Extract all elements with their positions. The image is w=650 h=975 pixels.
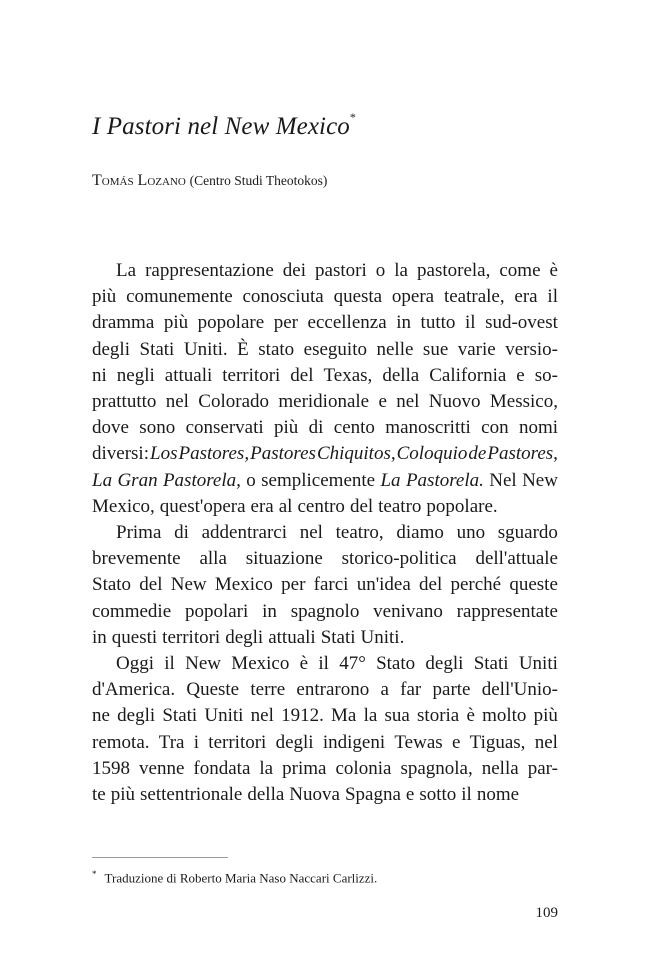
author-affiliation: (Centro Studi Theotokos) xyxy=(189,173,328,188)
text-line: remota. Tra i territori degli indigeni Tewas e Tiguas, nel xyxy=(92,731,558,753)
footnote-divider xyxy=(92,857,228,858)
text-line: più comunemente conosciuta questa opera teatrale, era il xyxy=(92,286,558,308)
text-line: ni negli attuali territori del Texas, della California e so- xyxy=(92,364,558,386)
text-line: La Gran Pastorela, o semplicemente La Pastorela. Nel New xyxy=(92,469,558,491)
footnote-mark: * xyxy=(349,109,357,124)
text-line: Oggi il New Mexico è il 47° Stato degli Stati Uniti xyxy=(116,653,558,675)
text-line: in questi territori degli attuali Stati Uniti. xyxy=(92,626,405,648)
chapter-title: I Pastori nel New Mexico* xyxy=(92,109,357,140)
text-line: Stato del New Mexico per farci un'idea del perché queste xyxy=(92,574,558,596)
author-name: Tomás Lozano xyxy=(92,172,186,189)
text-line: prattutto nel Colorado meridionale e nel Nuovo Messico, xyxy=(92,391,558,413)
body-text xyxy=(92,258,558,808)
text-line: te più settentrionale della Nuova Spagna e sotto il nome xyxy=(92,784,520,806)
text-line: ne degli Stati Uniti nel 1912. Ma la sua storia è molto più xyxy=(92,705,558,727)
text-line: 1598 venne fondata la prima colonia spagnola, nella par- xyxy=(92,757,558,779)
footnote-text: Traduzione di Roberto Maria Naso Naccari Carlizzi. xyxy=(104,870,378,886)
text-line: brevemente alla situazione storico-politica dell'attuale xyxy=(92,548,558,570)
footnote-marker: * xyxy=(92,869,97,879)
text-line: La rappresentazione dei pastori o la pastorela, come è xyxy=(116,260,558,281)
text-line: d'America. Queste terre entrarono a far parte dell'Unio- xyxy=(92,679,558,701)
text-line: diversi: Los Pastores, Pastores Chiquitos, Coloquio de Pastores, xyxy=(92,443,558,465)
author-line xyxy=(92,172,327,190)
footnote xyxy=(92,869,377,886)
page-number: 109 xyxy=(535,905,558,921)
text-line: Prima di addentrarci nel teatro, diamo uno sguardo xyxy=(116,522,558,544)
text-line: degli Stati Uniti. È stato eseguito nelle sue varie versio- xyxy=(92,338,558,360)
text-line: Mexico, quest'opera era al centro del teatro popolare. xyxy=(92,495,498,517)
text-line: dramma più popolare per eccellenza in tutto il sud-ovest xyxy=(92,312,558,334)
text-line: dove sono conservati più di cento manoscritti con nomi xyxy=(92,417,558,439)
text-line: commedie popolari in spagnolo venivano rappresentate xyxy=(92,600,558,622)
